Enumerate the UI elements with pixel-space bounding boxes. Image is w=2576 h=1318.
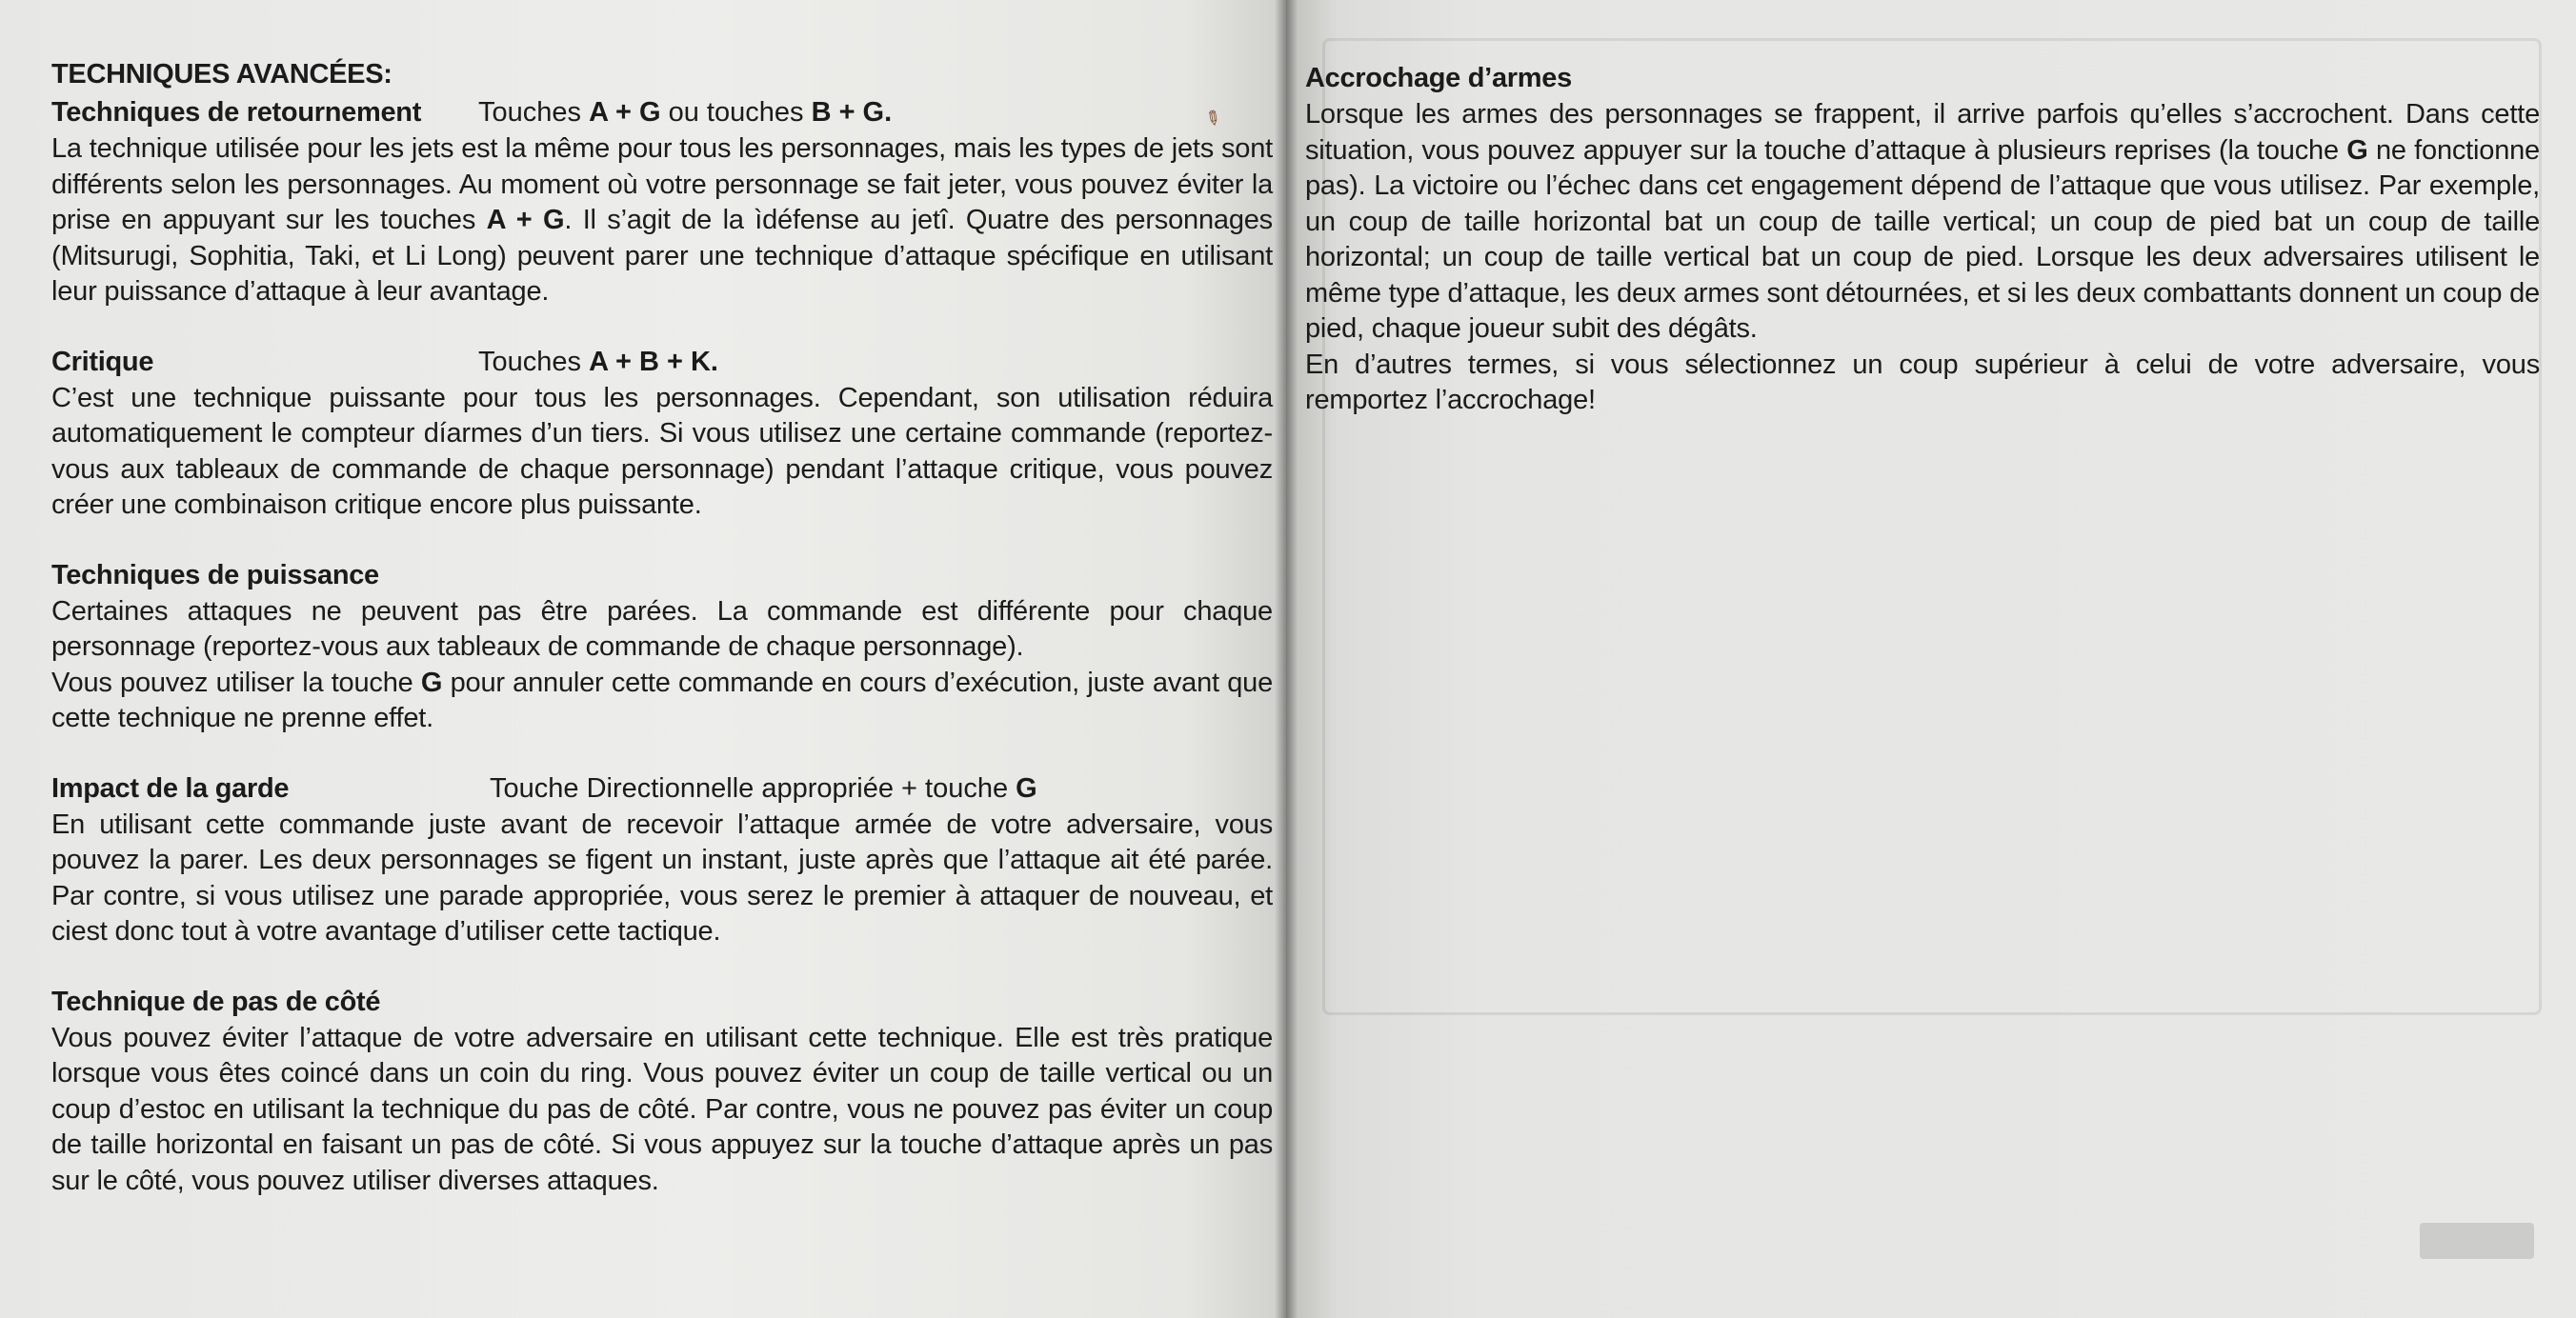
left-page-content [51,55,1273,1231]
button-combo [478,93,892,131]
left-page [0,0,1286,1318]
body-text: Lorsque les armes des personnages se frappent, il arrive parfois qu’elles s’accrochent. Dans cette situation, vous pouvez appuyer sur la touche d’attaque à plusieurs reprises (la touche [1305,99,2540,166]
body-text: . Il s’agit de la ìdéfense au jetî. Quatre des personnages (Mitsurugi, Sophitia, Taki, et Li Long) peuvent parer une technique d’attaque spécifique en utilisant leur puissance d’attaque à leur avantage. [51,205,1273,307]
section-heading: Techniques de puissance [51,559,379,590]
show-through-text [1315,457,2515,514]
combo-keys: G [1016,772,1037,804]
section-body: En d’autres termes, si vous sélectionnez un coup supérieur à celui de votre adversaire, vous remportez l’accrochage! [1305,349,2540,415]
section-body [51,666,1273,737]
section-pas-de-cote [51,983,1273,1200]
combo-prefix: Touche Directionnelle appropriée + touche [490,772,1016,804]
ink-mark-icon: ✎ [1199,105,1225,132]
combo-prefix: Touches [478,97,590,128]
body-bold: G [420,667,443,698]
combo-prefix: Touches [478,346,590,377]
section-heading-row [51,93,1273,131]
section-puissance [51,556,1273,737]
section-heading: Critique [51,346,154,377]
section-heading: Technique de pas de côté [51,986,381,1017]
section-heading: Accrochage d’armes [1305,63,1572,93]
body-bold: G [2346,134,2368,166]
button-combo [478,343,718,381]
section-heading-row [1305,59,2540,97]
section-retournement [51,93,1273,310]
section-body [1305,97,2540,348]
section-critique [51,343,1273,524]
section-heading: Techniques de retournement [51,97,422,128]
page-gutter [1275,0,1298,1318]
section-heading-row [51,769,1273,808]
body-bold: A + G [486,205,565,235]
button-combo [490,769,1037,808]
section-impact-garde [51,769,1273,950]
section-heading: Impact de la garde [51,772,290,804]
combo-keys: A + G [589,97,661,128]
combo-keys: B + G. [811,97,893,128]
right-page [1286,0,2576,1318]
body-text: Vous pouvez utiliser la touche [51,667,421,698]
page-title: TECHNIQUES AVANCÉES: [51,59,392,90]
section-body: Certaines attaques ne peuvent pas être parées. La commande est différente pour chaque personnage (reportez-vous aux tableaux de commande de chaque personnage). [51,595,1273,662]
section-heading-row [51,983,1273,1021]
section-body: En utilisant cette commande juste avant de recevoir l’attaque armée de votre adversaire, vous pouvez la parer. Les deux personnages se figent un instant, juste après que l’attaque ait été parée. Par contre, si vous utilisez une parade appropriée, vous serez le premier à attaquer de nouveau, et ciest donc tout à votre avantage d’utiliser cette tactique. [51,809,1273,947]
right-page-content [1305,59,2540,419]
section-heading-row [51,343,1273,381]
section-body: C’est une technique puissante pour tous les personnages. Cependant, son utilisation réduira automatiquement le compteur díarmes d’un tiers. Si vous utilisez une certaine commande (reportez-vous aux tableaux de commande de chaque personnage) pendant l’attaque critique, vous pouvez créer une combinaison critique encore plus puissante. [51,382,1273,520]
combo-keys: A + B + K. [589,346,718,377]
body-text: ne fonctionne pas). La victoire ou l’échec dans cet engagement dépend de l’attaque que vous utilisez. Par exemple, un coup de taille horizontal bat un coup de taille vertical; un coup de pied bat un coup de taille horizontal; un coup de taille vertical bat un coup de pied. Lorsque les deux adversaires utilisent le même type d’attaque, les deux armes sont détournées, et si les deux combattants donnent un coup de pied, chaque joueur subit des dégâts. [1305,134,2540,344]
body-text: La technique utilisée pour les jets est la même pour tous les personnages, mais les types de jets sont différents selon les personnages. Au moment où votre personnage se fait jeter, vous pouvez éviter la prise en appuyant sur les touches [51,133,1273,235]
body-text: pour annuler cette commande en cours d’exécution, juste avant que cette technique ne prenne effet. [51,667,1273,733]
section-body: Vous pouvez éviter l’attaque de votre adversaire en utilisant cette technique. Elle est très pratique lorsque vous êtes coincé dans un coin du ring. Vous pouvez éviter un coup de taille vertical ou un coup d’estoc en utilisant la technique du pas de côté. Par contre, vous ne pouvez pas éviter un coup de taille horizontal en faisant un pas de côté. Si vous appuyez sur la touche d’attaque après un pas sur le côté, vous pouvez utiliser diverses attaques. [51,1022,1273,1196]
section-body [51,131,1273,310]
section-heading-row [51,556,1273,594]
combo-mid: ou touches [660,97,812,128]
page-corner-tag [2420,1223,2534,1259]
